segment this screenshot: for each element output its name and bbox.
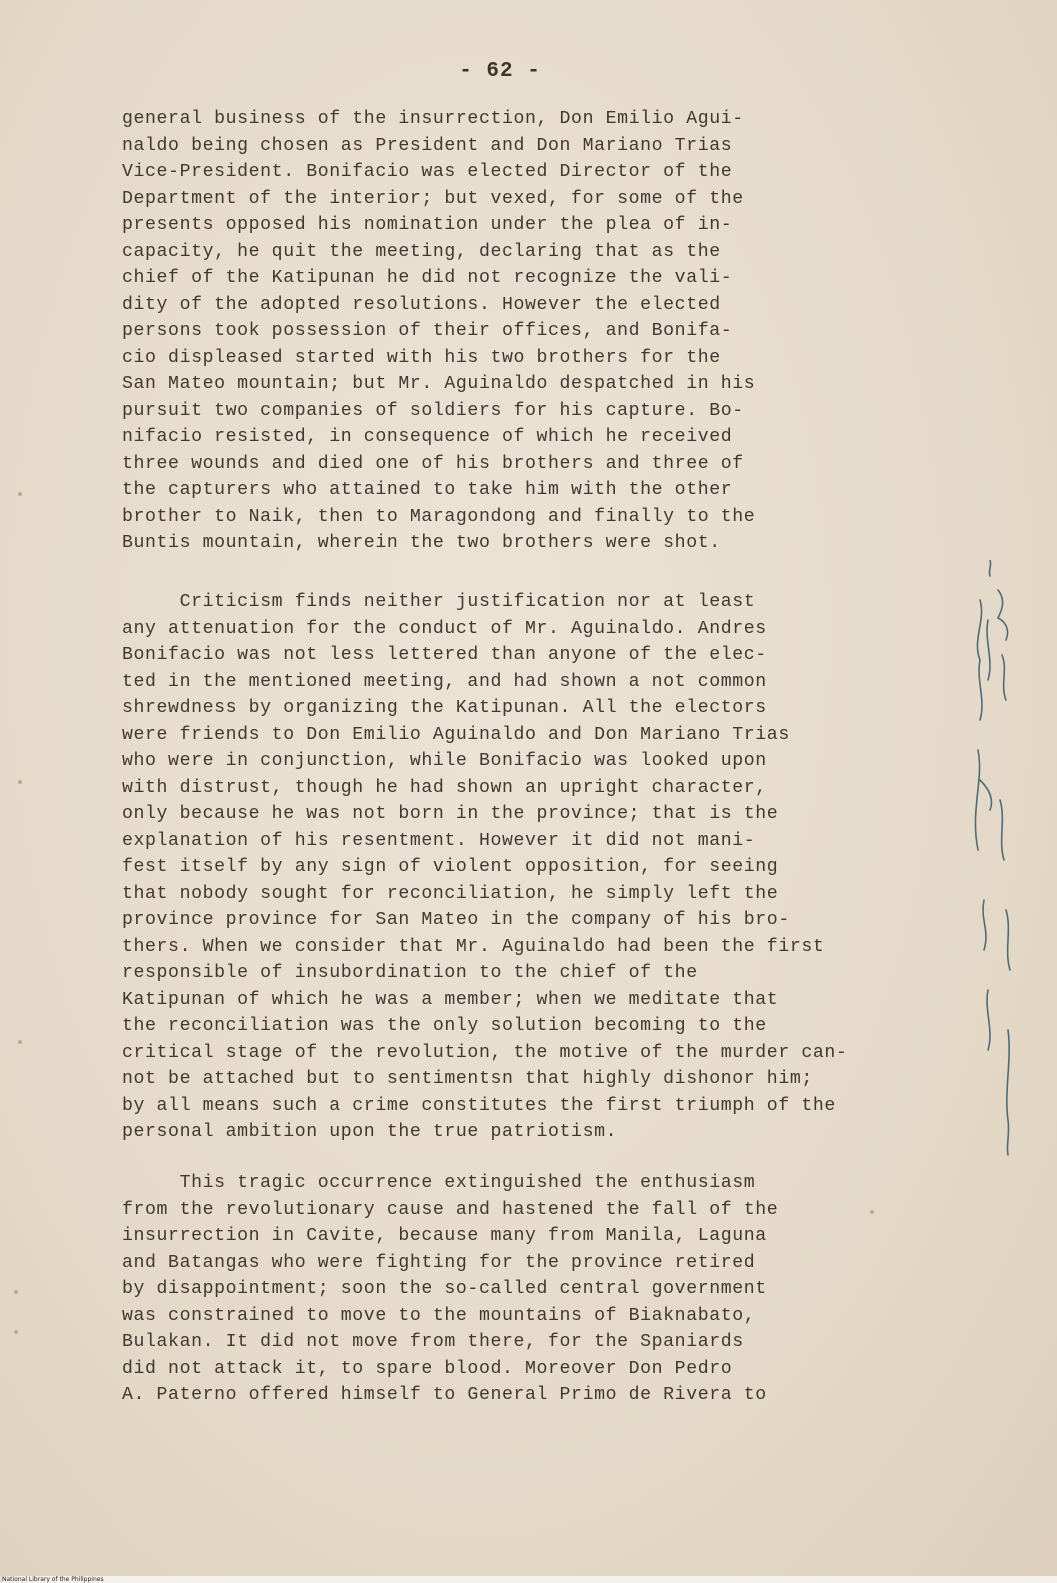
text-line: chief of the Katipunan he did not recognize the vali-: [122, 268, 733, 288]
text-line: shrewdness by organizing the Katipunan. All the electors: [122, 698, 767, 718]
text-line: the reconciliation was the only solution becoming to the: [122, 1016, 767, 1036]
text-line: explanation of his resentment. However it did not mani-: [122, 830, 756, 851]
text-line: who were in conjunction, while Bonifacio was looked upon: [122, 751, 767, 771]
text-line: were friends to Don Emilio Aguinaldo and Don Mariano Trias: [122, 724, 790, 745]
text-line: with distrust, though he had shown an upright character,: [122, 777, 767, 798]
text-line: responsible of insubordination to the chief of the: [122, 963, 698, 983]
paragraph-2: [122, 589, 847, 1146]
text-line: Bonifacio was not less lettered than anyone of the elec-: [122, 645, 767, 665]
text-line: that nobody sought for reconciliation, he simply left the: [122, 883, 779, 904]
text-line: fest itself by any sign of violent opposition, for seeing: [122, 857, 779, 877]
text-line: cio displeased started with his two brothers for the: [122, 347, 721, 368]
text-line: Bulakan. It did not move from there, for the Spaniards: [122, 1332, 744, 1352]
text-line: San Mateo mountain; but Mr. Aguinaldo despatched in his: [122, 374, 756, 394]
text-line: by disappointment; soon the so-called central government: [122, 1279, 767, 1299]
text-line: pursuit two companies of soldiers for his capture. Bo-: [122, 400, 744, 421]
library-credit: National Library of the Philippines: [2, 1576, 1057, 1583]
text-line: persons took possession of their offices, and Bonifa-: [122, 321, 733, 341]
text-line: from the revolutionary cause and hastened the fall of the: [122, 1199, 779, 1220]
text-line: Department of the interior; but vexed, for some of the: [122, 188, 744, 209]
page-number: - 62 -: [459, 60, 541, 83]
text-line: Buntis mountain, wherein the two brothers were shot.: [122, 533, 721, 553]
text-line: brother to Naik, then to Maragondong and finally to the: [122, 506, 756, 527]
text-line: capacity, he quit the meeting, declaring that as the: [122, 241, 721, 262]
text-line: ted in the mentioned meeting, and had shown a not common: [122, 671, 767, 692]
text-line: Vice-President. Bonifacio was elected Director of the: [122, 162, 733, 182]
text-line: Katipunan of which he was a member; when we meditate that: [122, 989, 779, 1010]
text-line: A. Paterno offered himself to General Primo de Rivera to: [122, 1385, 767, 1405]
text-line: personal ambition upon the true patriotism.: [122, 1122, 618, 1142]
text-line: the capturers who attained to take him with the other: [122, 480, 733, 500]
paragraph-3: [122, 1170, 778, 1409]
text-line: not be attached but to sentimentsn that highly dishonor him;: [122, 1069, 813, 1089]
text-line: Criticism finds neither justification nor at least: [122, 592, 756, 612]
text-line: only because he was not born in the province; that is the: [122, 804, 779, 824]
handwritten-margin-annotation: [950, 560, 1030, 1160]
text-line: did not attack it, to spare blood. Moreover Don Pedro: [122, 1358, 733, 1379]
text-line: presents opposed his nomination under the plea of in-: [122, 215, 733, 235]
text-line: critical stage of the revolution, the motive of the murder can-: [122, 1042, 848, 1063]
text-line: thers. When we consider that Mr. Aguinaldo had been the first: [122, 936, 825, 957]
text-line: insurrection in Cavite, because many from Manila, Laguna: [122, 1226, 767, 1246]
text-line: three wounds and died one of his brothers and three of: [122, 453, 744, 474]
text-line: naldo being chosen as President and Don Mariano Trias: [122, 135, 733, 156]
text-line: by all means such a crime constitutes the first triumph of the: [122, 1095, 836, 1116]
text-line: any attenuation for the conduct of Mr. Aguinaldo. Andres: [122, 618, 767, 639]
paragraph-1: [122, 106, 755, 557]
text-line: general business of the insurrection, Don Emilio Agui-: [122, 109, 744, 129]
text-line: This tragic occurrence extinguished the enthusiasm: [122, 1173, 756, 1193]
text-line: nifacio resisted, in consequence of which he received: [122, 427, 733, 447]
text-line: dity of the adopted resolutions. However the elected: [122, 294, 721, 315]
text-line: was constrained to move to the mountains of Biaknabato,: [122, 1305, 756, 1326]
text-line: province province for San Mateo in the company of his bro-: [122, 910, 790, 930]
text-line: and Batangas who were fighting for the province retired: [122, 1252, 756, 1273]
